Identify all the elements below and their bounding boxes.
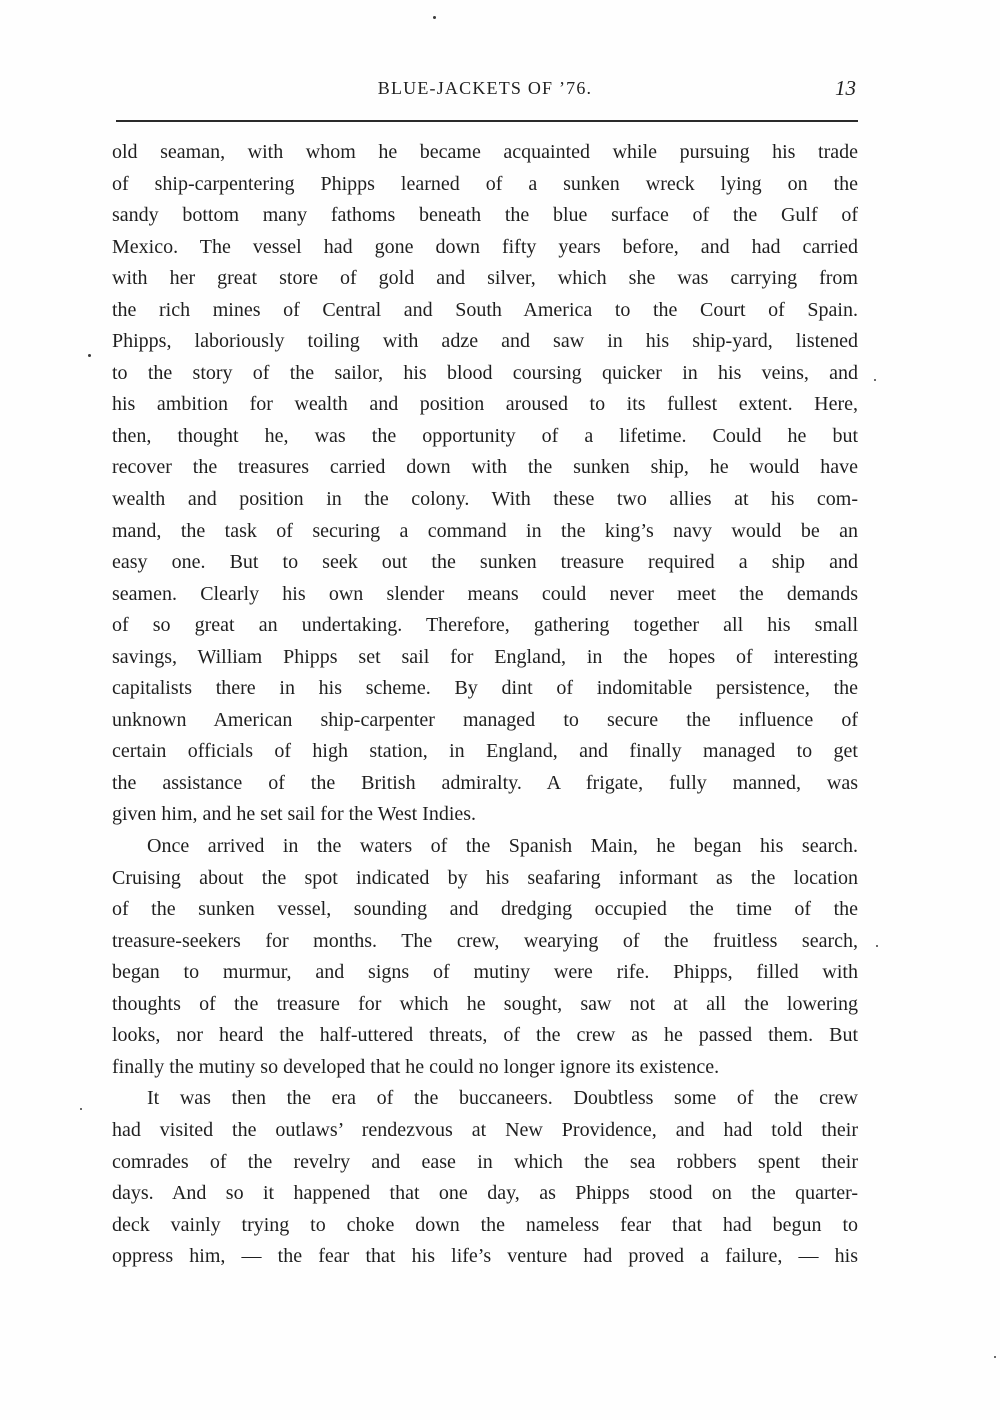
print-speck — [876, 945, 878, 947]
body-text — [112, 137, 858, 1273]
text-line: easy one. But to seek out the sunken treasure required a ship and — [112, 551, 858, 574]
page-number: 13 — [835, 76, 856, 100]
text-line: unknown American ship-carpenter managed to secure the influence of — [112, 708, 858, 731]
running-header — [112, 68, 858, 108]
text-line: recover the treasures carried down with the sunken ship, he would have — [112, 456, 858, 479]
text-line: of so great an undertaking. Therefore, gathering together all his small — [112, 614, 858, 637]
paragraph-start-line: It was then the era of the buccaneers. Doubtless some of the crew — [147, 1087, 858, 1110]
text-line: Cruising about the spot indicated by his seafaring informant as the location — [112, 866, 858, 889]
text-line: seamen. Clearly his own slender means could never meet the demands — [112, 582, 858, 605]
text-line: had visited the outlaws’ rendezvous at New Providence, and had told their — [112, 1118, 858, 1141]
text-line: comrades of the revelry and ease in which the sea robbers spent their — [112, 1150, 858, 1173]
header-rule — [116, 120, 858, 122]
text-line: savings, William Phipps set sail for England, in the hopes of interesting — [112, 645, 858, 668]
paragraph-end-line: finally the mutiny so developed that he could no longer ignore its existence. — [112, 1055, 720, 1078]
text-line: Phipps, laboriously toiling with adze and saw in his ship-yard, listened — [112, 330, 858, 353]
text-line: began to murmur, and signs of mutiny were rife. Phipps, filled with — [112, 961, 858, 984]
text-line: deck vainly trying to choke down the nameless fear that had begun to — [112, 1213, 858, 1236]
text-line: mand, the task of securing a command in the king’s navy would be an — [112, 519, 858, 542]
running-title: BLUE-JACKETS OF ’76. — [377, 78, 593, 98]
text-line: to the story of the sailor, his blood coursing quicker in his veins, and — [112, 361, 858, 384]
text-line: Mexico. The vessel had gone down fifty years before, and had carried — [112, 235, 858, 258]
text-line: his ambition for wealth and position aroused to its fullest extent. Here, — [112, 393, 858, 416]
text-line: capitalists there in his scheme. By dint of indomitable persistence, the — [112, 677, 858, 700]
print-speck — [874, 379, 876, 381]
text-line: old seaman, with whom he became acquainted while pursuing his trade — [112, 141, 858, 163]
text-line: days. And so it happened that one day, as Phipps stood on the quarter- — [112, 1182, 858, 1205]
text-line: treasure-seekers for months. The crew, wearying of the fruitless search, — [112, 929, 858, 952]
print-speck — [433, 16, 436, 19]
print-speck — [88, 354, 91, 357]
text-line: sandy bottom many fathoms beneath the blue surface of the Gulf of — [112, 204, 858, 227]
text-line: then, thought he, was the opportunity of a lifetime. Could he but — [112, 424, 858, 447]
paragraph-end-line: given him, and he set sail for the West Indies. — [112, 803, 477, 826]
text-line: wealth and position in the colony. With these two allies at his com- — [112, 488, 858, 511]
paragraph-start-line: Once arrived in the waters of the Spanish Main, he began his search. — [147, 835, 858, 858]
text-line: the assistance of the British admiralty. A frigate, fully manned, was — [112, 771, 858, 794]
text-line: certain officials of high station, in England, and finally managed to get — [112, 740, 858, 763]
text-line: the rich mines of Central and South America to the Court of Spain. — [112, 298, 858, 321]
text-line: of the sunken vessel, sounding and dredging occupied the time of the — [112, 898, 858, 921]
text-line: with her great store of gold and silver, which she was carrying from — [112, 267, 858, 290]
print-speck — [80, 1108, 82, 1110]
print-speck — [994, 1356, 996, 1358]
text-line: thoughts of the treasure for which he sought, saw not at all the lowering — [112, 992, 858, 1015]
text-line: oppress him, — the fear that his life’s venture had proved a failure, — his — [112, 1245, 858, 1268]
text-line: of ship-carpentering Phipps learned of a sunken wreck lying on the — [112, 172, 858, 195]
text-line: looks, nor heard the half-uttered threats, of the crew as he passed them. But — [112, 1024, 858, 1047]
